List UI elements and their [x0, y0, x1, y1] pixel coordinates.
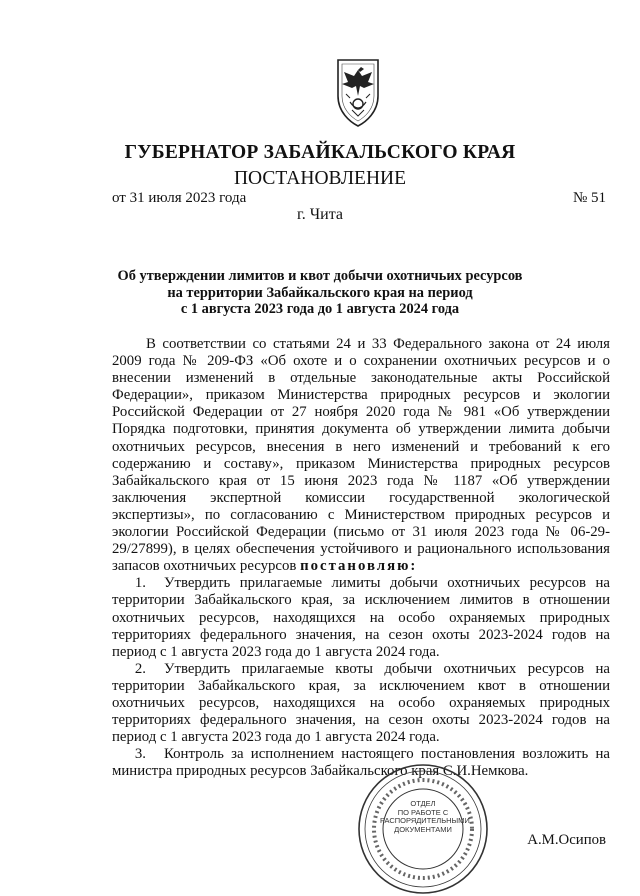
issuing-authority: ГУБЕРНАТОР ЗАБАЙКАЛЬСКОГО КРАЯ: [124, 142, 516, 163]
document-city: г. Чита: [296, 206, 343, 223]
item-text: Контроль за исполнением настоящего постановления возложить на министра природных ресурсов Забайкальского края С.И.Немкова.: [112, 746, 610, 780]
preamble-text: В соответствии со статьями 24 и 33 Федерального закона от 24 июля 2009 года № 209-ФЗ «Об охоте и о сохранении охотничьих ресурсов и о внесении изменений в отдельные законодательные акты Российской Федерации», приказом Министерства природных ресурсов и экологии Российской Федерации от 27 ноября 2020 года № 981 «Об утверждении Порядка подготовки, принятия документа об утверждении лимита добычи охотничьих ресурсов, внесения в него изменений и требований к его содержанию и составу», приказом Министерства природных ресурсов Забайкальского края от 15 июня 2023 года № 1187 «Об утверждении заключения экспертной комиссии государственной экологической экспертизы», по согласованию с Министерством природных ресурсов и экологии Российской Федерации (письмо от 31 июля 2023 года № 06-29-29/27899), в целях обеспечения устойчивого и рационального использования запасов охотничьих ресурсов: [112, 336, 610, 575]
item-text: Утвердить прилагаемые квоты добычи охотничьих ресурсов на территории Забайкальского края, за исключением квот в отношении охотничьих ресурсов, находящихся на особо охраняемых природных территориях федерального значения, на сезон охоты 2023-2024 годов на период с 1 августа 2023 года до 1 августа 2024 года.: [112, 660, 610, 746]
document-body: [112, 336, 610, 780]
list-item: [112, 661, 610, 746]
stamp-text: [380, 799, 470, 834]
item-text: Утвердить прилагаемые лимиты добычи охотничьих ресурсов на территории Забайкальского края, за исключением лимитов в отношении охотничьих ресурсов, находящихся на особо охраняемых природных территориях федерального значения, на сезон охоты 2023-2024 годов на период с 1 августа 2023 года до 1 августа 2024 года.: [112, 575, 610, 660]
stamp-line: РАСПОРЯДИТЕЛЬНЫМИ: [380, 816, 470, 825]
item-number: 1.: [134, 575, 146, 592]
list-item: [112, 575, 610, 660]
stamp-line: ПО РАБОТЕ С: [397, 807, 449, 817]
title-line: с 1 августа 2023 года до 1 августа 2024 года: [180, 301, 460, 317]
coat-of-arms-icon: [328, 56, 388, 128]
stamp-line: ДОКУМЕНТАМИ: [394, 824, 452, 834]
title-line: Об утверждении лимитов и квот добычи охотничьих ресурсов: [117, 268, 523, 284]
document-title: [0, 268, 640, 318]
document-date: от 31 июля 2023 года: [112, 190, 247, 206]
document-number: № 51: [572, 190, 606, 206]
preamble-paragraph: [112, 336, 610, 575]
title-line: на территории Забайкальского края на период: [167, 284, 473, 301]
signatory-name: А.М.Осипов: [527, 832, 606, 848]
stamp-line: ОТДЕЛ: [410, 799, 436, 808]
resolve-word: постановляю:: [300, 558, 418, 575]
item-number: 2.: [134, 660, 146, 677]
document-type: ПОСТАНОВЛЕНИЕ: [233, 168, 407, 189]
item-number: 3.: [134, 746, 146, 763]
